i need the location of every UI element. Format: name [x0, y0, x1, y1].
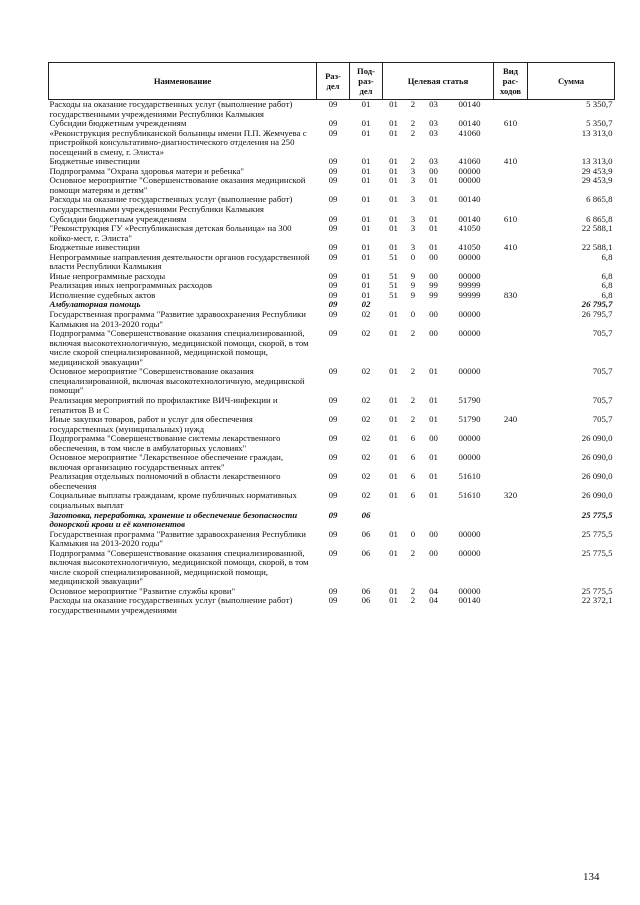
cell-target-event: 00 — [429, 548, 438, 558]
cell-target-program: 01 — [389, 224, 398, 234]
cell-razdel: 09 — [328, 214, 338, 224]
cell-target-subprogram: 3 — [410, 243, 416, 253]
cell-target-direction: 00000 — [458, 252, 481, 262]
cell-name: Реализация мероприятий по профилактике ВИЧ-инфекции и гепатитов В и С — [49, 394, 278, 415]
table-row — [49, 549, 615, 587]
cell-target-program: 51 — [389, 290, 398, 300]
cell-vid — [494, 176, 528, 195]
cell-target-program: 01 — [389, 395, 398, 405]
cell-vid — [494, 530, 528, 549]
cell-sum: 705,7 — [592, 415, 613, 425]
cell-target-direction: 00000 — [458, 529, 481, 539]
cell-target-subprogram: 3 — [410, 214, 416, 224]
cell-razdel: 09 — [328, 243, 338, 253]
table-row — [49, 415, 615, 434]
cell-sum: 5 350,7 — [586, 119, 613, 129]
cell-vid — [494, 224, 528, 243]
cell-target-event: 01 — [429, 214, 438, 224]
cell-sum: 22 588,1 — [581, 224, 613, 234]
cell-sum: 705,7 — [592, 329, 613, 339]
cell-name: Расходы на оказание государственных услуг (выполнение работ) государственными учреждениями Республики Калмыкия — [49, 194, 293, 215]
cell-vid — [494, 511, 528, 530]
cell-name: "Реконструкция ГУ «Республиканская детская больница» на 300 койко-мест, г. Элиста" — [49, 223, 292, 243]
cell-podrazdel: 01 — [361, 224, 371, 234]
cell-target-subprogram: 2 — [410, 128, 416, 138]
cell-razdel: 09 — [328, 329, 338, 339]
cell-target-direction: 51610 — [458, 472, 481, 482]
cell-podrazdel: 01 — [361, 99, 371, 109]
cell-target-event: 00 — [429, 329, 438, 339]
cell-razdel: 09 — [328, 453, 338, 463]
cell-target-event: 99 — [429, 281, 438, 291]
cell-vid — [494, 367, 528, 396]
cell-razdel: 09 — [328, 596, 338, 606]
cell-target-direction: 00000 — [458, 166, 481, 176]
cell-vid — [494, 253, 528, 272]
cell-name: Заготовка, переработка, хранение и обеспечение безопасности донорской крови и её компонентов — [49, 509, 298, 530]
cell-vid: 320 — [503, 491, 518, 501]
cell-sum: 6,8 — [601, 281, 613, 291]
cell-target-subprogram: 2 — [410, 415, 416, 425]
table-row — [49, 530, 615, 549]
cell-podrazdel: 01 — [361, 176, 371, 186]
cell-razdel: 09 — [328, 491, 338, 501]
cell-podrazdel: 01 — [361, 128, 371, 138]
cell-target-event: 01 — [429, 176, 438, 186]
table-row — [49, 511, 615, 530]
cell-sum: 6,8 — [601, 290, 613, 300]
cell-name: Основное мероприятие "Лекарственное обеспечение граждан, включая организацию государственных аптек" — [49, 452, 284, 472]
cell-target-program: 01 — [389, 166, 398, 176]
cell-target-subprogram — [405, 511, 422, 530]
cell-target-program: 51 — [389, 271, 398, 281]
cell-podrazdel: 06 — [361, 586, 371, 596]
cell-target-direction: 00000 — [458, 548, 481, 558]
cell-target-event: 03 — [429, 119, 438, 129]
cell-vid — [494, 453, 528, 472]
cell-podrazdel: 01 — [361, 290, 371, 300]
cell-sum: 26 795,7 — [581, 300, 613, 310]
cell-name: Амбулаторная помощь — [49, 299, 141, 310]
cell-target-program: 01 — [389, 128, 398, 138]
cell-target-event: 01 — [429, 491, 438, 501]
cell-razdel: 09 — [328, 310, 338, 320]
cell-vid — [494, 472, 528, 491]
cell-target-event — [422, 300, 446, 310]
cell-podrazdel: 02 — [361, 415, 371, 425]
table-row — [49, 367, 615, 396]
cell-razdel: 09 — [328, 290, 338, 300]
cell-razdel: 09 — [328, 367, 338, 377]
cell-target-subprogram: 9 — [410, 271, 416, 281]
cell-podrazdel: 06 — [361, 548, 371, 558]
cell-podrazdel: 02 — [361, 491, 371, 501]
cell-podrazdel: 06 — [361, 596, 371, 606]
header-razdel: Раз- дел — [317, 63, 350, 100]
cell-target-direction: 00000 — [458, 586, 481, 596]
cell-podrazdel: 02 — [361, 453, 371, 463]
cell-target-program: 01 — [389, 453, 398, 463]
budget-table-page — [48, 62, 614, 616]
table-header — [49, 63, 615, 100]
cell-sum: 25 775,5 — [581, 548, 613, 558]
cell-target-event: 00 — [429, 434, 438, 444]
cell-podrazdel: 02 — [361, 310, 371, 320]
cell-target-subprogram: 2 — [410, 596, 416, 606]
cell-target-subprogram: 0 — [410, 252, 416, 262]
cell-target-program: 01 — [389, 243, 398, 253]
cell-target-event: 01 — [429, 243, 438, 253]
cell-target-subprogram: 6 — [410, 472, 416, 482]
cell-sum: 26 090,0 — [581, 453, 613, 463]
cell-podrazdel: 01 — [361, 252, 371, 262]
cell-target-direction: 51610 — [458, 491, 481, 501]
cell-name: Иные закупки товаров, работ и услуг для обеспечения государственных (муниципальных) нужд — [49, 414, 253, 434]
cell-target-event: 03 — [429, 128, 438, 138]
cell-razdel: 09 — [328, 128, 338, 138]
cell-target-subprogram: 2 — [410, 586, 416, 596]
cell-target-program: 01 — [389, 491, 398, 501]
cell-name: Подпрограмма "Охрана здоровья матери и ребенка" — [49, 165, 244, 176]
page-number: 134 — [583, 871, 600, 883]
cell-podrazdel: 01 — [361, 195, 371, 205]
cell-vid — [494, 100, 528, 120]
cell-razdel: 09 — [328, 395, 338, 405]
cell-name: Бюджетные инвестиции — [49, 156, 140, 167]
table-row — [49, 596, 615, 615]
cell-razdel: 09 — [328, 510, 338, 520]
cell-target-direction — [446, 511, 494, 530]
cell-target-program: 01 — [389, 195, 398, 205]
cell-sum: 705,7 — [592, 395, 613, 405]
cell-target-program: 01 — [389, 99, 398, 109]
cell-target-event: 00 — [429, 529, 438, 539]
cell-target-event: 01 — [429, 367, 438, 377]
cell-target-subprogram: 2 — [410, 157, 416, 167]
cell-vid: 610 — [503, 119, 518, 129]
cell-vid — [494, 396, 528, 415]
cell-sum: 26 090,0 — [581, 491, 613, 501]
cell-vid — [494, 272, 528, 282]
cell-razdel: 09 — [328, 281, 338, 291]
cell-razdel: 09 — [328, 300, 338, 310]
cell-name: Основное мероприятие "Совершенствование оказания специализированной, включая высокотехнологичную, медицинской помощи" — [49, 366, 305, 396]
cell-target-event: 99 — [429, 290, 438, 300]
cell-podrazdel: 06 — [361, 529, 371, 539]
cell-target-subprogram: 6 — [410, 434, 416, 444]
cell-target-direction: 00140 — [458, 214, 481, 224]
cell-podrazdel: 01 — [361, 281, 371, 291]
cell-target-program: 01 — [389, 596, 398, 606]
cell-target-program: 01 — [389, 367, 398, 377]
cell-vid: 610 — [503, 214, 518, 224]
cell-target-subprogram: 2 — [410, 119, 416, 129]
cell-razdel: 09 — [328, 99, 338, 109]
cell-name: Подпрограмма "Совершенствование системы лекарственного обеспечения, в том числе в амбулаторных условиях" — [49, 433, 281, 453]
table-row — [49, 453, 615, 472]
cell-target-direction: 00140 — [458, 596, 481, 606]
table-row — [49, 472, 615, 491]
cell-target-direction: 41060 — [458, 128, 481, 138]
cell-sum: 26 090,0 — [581, 434, 613, 444]
cell-name: Государственная программа "Развитие здравоохранения Республики Калмыкия на 2013-2020 годы" — [49, 309, 307, 329]
header-name: Наименование — [49, 63, 317, 100]
cell-vid — [494, 195, 528, 214]
cell-sum: 25 775,5 — [581, 510, 613, 520]
cell-podrazdel: 01 — [361, 157, 371, 167]
cell-target-subprogram: 6 — [410, 491, 416, 501]
cell-podrazdel: 02 — [361, 395, 371, 405]
cell-target-direction: 51790 — [458, 395, 481, 405]
cell-sum: 22 588,1 — [581, 243, 613, 253]
cell-sum: 705,7 — [592, 367, 613, 377]
cell-vid: 830 — [503, 290, 518, 300]
cell-vid — [494, 434, 528, 453]
cell-razdel: 09 — [328, 586, 338, 596]
cell-target-program: 01 — [389, 548, 398, 558]
cell-target-subprogram: 0 — [410, 310, 416, 320]
cell-name: Государственная программа "Развитие здравоохранения Республики Калмыкия на 2013-2020 годы" — [49, 528, 307, 549]
cell-sum: 6 865,8 — [586, 214, 613, 224]
cell-target-subprogram: 2 — [410, 99, 416, 109]
cell-razdel: 09 — [328, 166, 338, 176]
cell-name: Социальные выплаты гражданам, кроме публичных нормативных социальных выплат — [49, 490, 297, 510]
cell-sum: 6 865,8 — [586, 195, 613, 205]
cell-target-program: 51 — [389, 281, 398, 291]
cell-vid — [494, 300, 528, 310]
cell-razdel: 09 — [328, 157, 338, 167]
cell-name: Субсидии бюджетным учреждениям — [49, 118, 187, 129]
cell-sum: 29 453,9 — [581, 166, 613, 176]
table-row — [49, 176, 615, 195]
cell-target-program: 01 — [389, 329, 398, 339]
cell-target-subprogram: 2 — [410, 367, 416, 377]
cell-razdel: 09 — [328, 472, 338, 482]
cell-sum: 6,8 — [601, 271, 613, 281]
cell-razdel: 09 — [328, 252, 338, 262]
cell-vid: 240 — [503, 415, 518, 425]
table-row — [49, 100, 615, 120]
cell-name: Субсидии бюджетным учреждениям — [49, 213, 187, 224]
table-row — [49, 195, 615, 214]
cell-razdel: 09 — [328, 119, 338, 129]
budget-table — [48, 62, 615, 616]
cell-sum: 5 350,7 — [586, 99, 613, 109]
cell-sum: 26 795,7 — [581, 310, 613, 320]
cell-target-direction: 41060 — [458, 157, 481, 167]
cell-sum: 25 775,5 — [581, 529, 613, 539]
table-row — [49, 491, 615, 510]
cell-sum: 29 453,9 — [581, 176, 613, 186]
cell-podrazdel: 02 — [361, 300, 371, 310]
cell-name: Непрограммные направления деятельности органов государственной власти Республики Калмыкия — [49, 251, 310, 272]
cell-target-event: 00 — [429, 252, 438, 262]
cell-target-direction: 00000 — [458, 453, 481, 463]
cell-target-subprogram: 2 — [410, 395, 416, 405]
cell-target-subprogram: 3 — [410, 166, 416, 176]
table-row — [49, 434, 615, 453]
cell-sum: 13 313,0 — [581, 157, 613, 167]
cell-razdel: 09 — [328, 415, 338, 425]
cell-target-program: 01 — [389, 586, 398, 596]
cell-target-direction: 00000 — [458, 329, 481, 339]
cell-target-subprogram: 2 — [410, 329, 416, 339]
cell-vid — [494, 281, 528, 291]
cell-target-program: 01 — [389, 529, 398, 539]
cell-target-event: 00 — [429, 166, 438, 176]
cell-target-subprogram: 9 — [410, 281, 416, 291]
cell-target-subprogram: 3 — [410, 195, 416, 205]
cell-name: «Реконструкция республиканской больницы имени П.П. Жемчуева с пристройкой консультативно-диагностического отделения на 250 посещений в смену, г. Элиста» — [49, 127, 307, 157]
cell-razdel: 09 — [328, 271, 338, 281]
cell-vid — [494, 329, 528, 367]
table-row — [49, 310, 615, 329]
header-target: Целевая статья — [383, 63, 494, 100]
cell-razdel: 09 — [328, 224, 338, 234]
cell-sum: 26 090,0 — [581, 472, 613, 482]
cell-target-subprogram: 2 — [410, 548, 416, 558]
table-row — [49, 396, 615, 415]
cell-vid — [494, 310, 528, 329]
cell-target-direction — [446, 300, 494, 310]
cell-target-direction: 00140 — [458, 195, 481, 205]
cell-podrazdel: 01 — [361, 119, 371, 129]
table-row — [49, 224, 615, 243]
cell-target-program: 01 — [389, 415, 398, 425]
cell-vid — [494, 167, 528, 177]
cell-target-program: 01 — [389, 434, 398, 444]
table-row — [49, 253, 615, 272]
header-podrazdel: Под- раз- дел — [350, 63, 383, 100]
cell-target-program: 51 — [389, 252, 398, 262]
cell-razdel: 09 — [328, 548, 338, 558]
cell-target-direction: 51790 — [458, 415, 481, 425]
cell-target-direction: 00000 — [458, 271, 481, 281]
table-body — [49, 100, 615, 616]
cell-target-direction: 41050 — [458, 243, 481, 253]
cell-target-event: 01 — [429, 453, 438, 463]
table-row — [49, 329, 615, 367]
cell-target-direction: 00140 — [458, 119, 481, 129]
cell-name: Основное мероприятие "Совершенствование оказания медицинской помощи матерям и детям" — [49, 175, 306, 195]
cell-target-event: 00 — [429, 310, 438, 320]
cell-vid — [494, 129, 528, 158]
cell-target-program: 01 — [389, 214, 398, 224]
cell-name: Исполнение судебных актов — [49, 289, 156, 300]
cell-podrazdel: 01 — [361, 271, 371, 281]
cell-vid — [494, 596, 528, 615]
cell-sum: 6,8 — [601, 252, 613, 262]
cell-target-program: 01 — [389, 119, 398, 129]
cell-target-event — [422, 511, 446, 530]
cell-target-program: 01 — [389, 310, 398, 320]
cell-target-subprogram: 3 — [410, 176, 416, 186]
cell-vid — [494, 549, 528, 587]
cell-target-direction: 00000 — [458, 367, 481, 377]
cell-target-direction: 00000 — [458, 310, 481, 320]
cell-vid — [494, 587, 528, 597]
cell-target-program — [383, 300, 405, 310]
cell-sum: 22 372,1 — [581, 596, 613, 606]
cell-target-direction: 00000 — [458, 176, 481, 186]
cell-razdel: 09 — [328, 434, 338, 444]
cell-target-event: 01 — [429, 195, 438, 205]
cell-podrazdel: 02 — [361, 434, 371, 444]
cell-name: Основное мероприятие "Развитие службы крови" — [49, 585, 236, 596]
cell-target-event: 01 — [429, 395, 438, 405]
cell-sum: 25 775,5 — [581, 586, 613, 596]
cell-target-direction: 99999 — [458, 290, 481, 300]
cell-razdel: 09 — [328, 195, 338, 205]
cell-podrazdel: 02 — [361, 329, 371, 339]
cell-target-subprogram: 6 — [410, 453, 416, 463]
cell-target-event: 04 — [429, 586, 438, 596]
header-vid: Вид рас- ходов — [494, 63, 528, 100]
cell-razdel: 09 — [328, 529, 338, 539]
cell-podrazdel: 01 — [361, 166, 371, 176]
cell-target-event: 01 — [429, 224, 438, 234]
cell-podrazdel: 01 — [361, 214, 371, 224]
header-sum: Сумма — [528, 63, 615, 100]
cell-target-program: 01 — [389, 472, 398, 482]
cell-target-event: 01 — [429, 472, 438, 482]
cell-target-direction: 00140 — [458, 99, 481, 109]
cell-target-subprogram: 9 — [410, 290, 416, 300]
cell-vid: 410 — [503, 157, 518, 167]
cell-razdel: 09 — [328, 176, 338, 186]
cell-target-subprogram — [405, 300, 422, 310]
cell-podrazdel: 06 — [361, 510, 371, 520]
cell-target-direction: 00000 — [458, 434, 481, 444]
cell-target-program: 01 — [389, 176, 398, 186]
cell-target-direction: 41050 — [458, 224, 481, 234]
cell-name: Реализация иных непрограммных расходов — [49, 280, 213, 291]
cell-podrazdel: 02 — [361, 472, 371, 482]
cell-name: Подпрограмма "Совершенствование оказания специализированной, включая высокотехнологичную, медицинской помощи, скорой, в том числе скорой специализированной, медицинской помощи, медицинской эвакуации" — [49, 328, 309, 367]
cell-target-program: 01 — [389, 157, 398, 167]
cell-name: Реализация отдельных полномочий в области лекарственного обеспечения — [49, 471, 281, 491]
cell-target-event: 03 — [429, 99, 438, 109]
cell-name: Расходы на оказание государственных услуг (выполнение работ) государственными учреждениями Республики Калмыкия — [49, 99, 293, 119]
cell-target-event: 01 — [429, 415, 438, 425]
cell-target-event: 04 — [429, 596, 438, 606]
cell-name: Иные непрограммные расходы — [49, 270, 166, 281]
cell-target-subprogram: 3 — [410, 224, 416, 234]
cell-target-subprogram: 0 — [410, 529, 416, 539]
cell-name: Подпрограмма "Совершенствование оказания специализированной, включая высокотехнологичную, медицинской помощи, скорой, в том числе скорой специализированной, медицинской помощи, медицинской эвакуации" — [49, 547, 309, 587]
cell-target-direction: 99999 — [458, 281, 481, 291]
cell-podrazdel: 01 — [361, 243, 371, 253]
cell-name: Бюджетные инвестиции — [49, 242, 140, 253]
cell-podrazdel: 02 — [361, 367, 371, 377]
cell-name: Расходы на оказание государственных услуг (выполнение работ) государственными учреждениями — [49, 595, 293, 615]
cell-target-event: 00 — [429, 271, 438, 281]
cell-target-event: 03 — [429, 157, 438, 167]
cell-sum: 13 313,0 — [581, 128, 613, 138]
table-row — [49, 129, 615, 158]
cell-vid: 410 — [503, 243, 518, 253]
cell-target-program — [383, 511, 405, 530]
